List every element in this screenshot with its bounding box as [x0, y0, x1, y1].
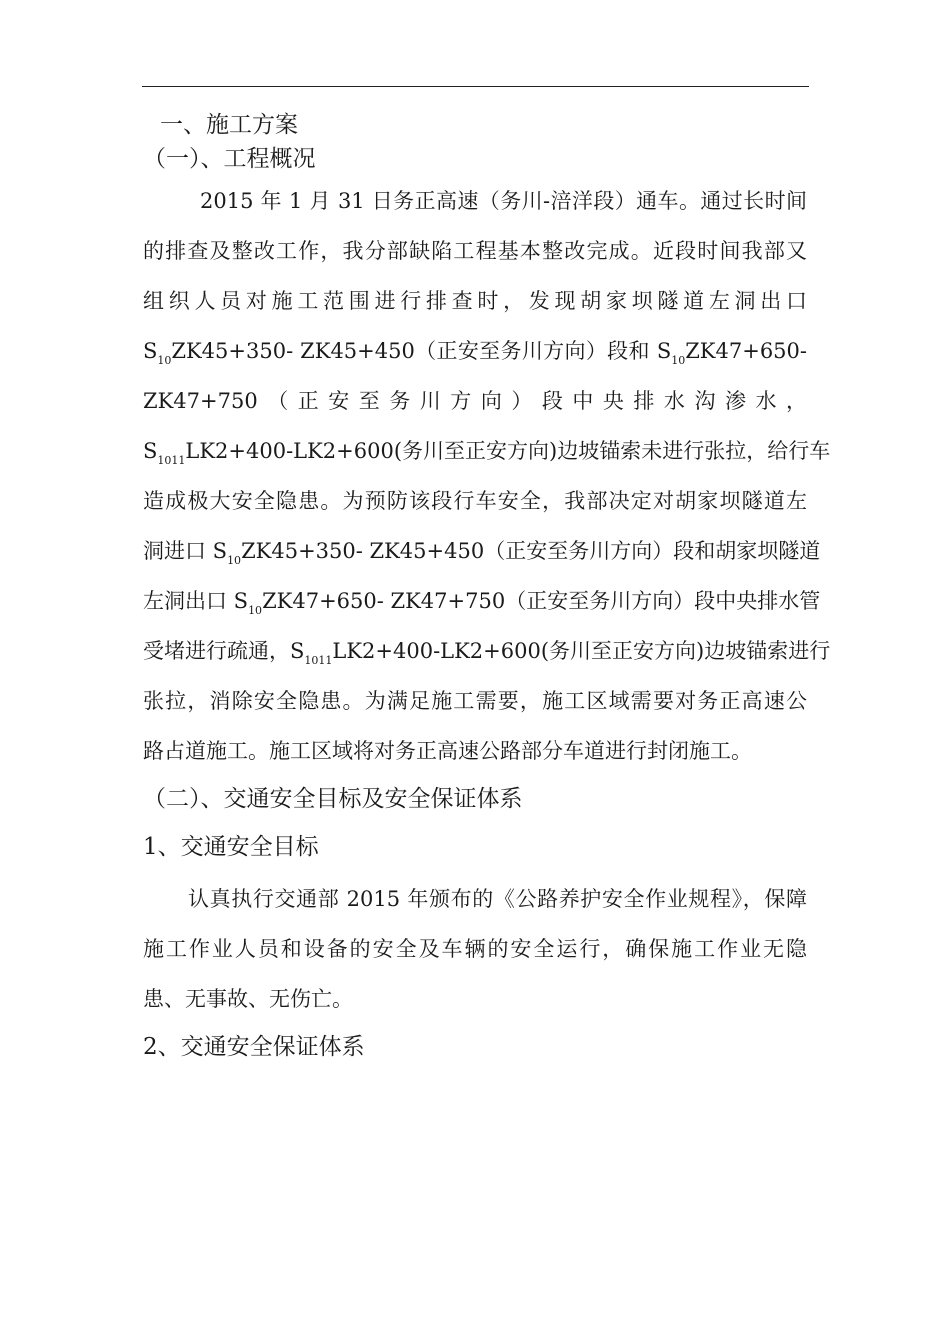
text-line: 受堵进行疏通，$S_{1011}LK2+400-LK2+600$(务川至正安方向)边坡锚索进行	[143, 639, 831, 667]
text-line: 的排查及整改工作，我分部缺陷工程基本整改完成。近段时间我部又	[143, 239, 807, 263]
header-rule	[142, 86, 809, 87]
text-line: 造成极大安全隐患。为预防该段行车安全，我部决定对胡家坝隧道左	[143, 489, 807, 513]
text-line: ZK47+750（正安至务川方向）段中央排水沟渗水，	[143, 389, 807, 413]
subsection-title-overview: （一）、工程概况	[143, 146, 316, 172]
text-line: 认真执行交通部 2015 年颁布的《公路养护安全作业规程》，保障	[188, 887, 807, 911]
text-line: 患、无事故、无伤亡。	[143, 987, 353, 1011]
subsection-title-safety: （二）、交通安全目标及安全保证体系	[143, 786, 523, 812]
text-line: 施工作业人员和设备的安全及车辆的安全运行，确保施工作业无隐	[143, 937, 807, 961]
item-title-target: 1、交通安全目标	[143, 834, 319, 860]
text-line: $S_{10}ZK45+350-$ ZK45+450（正安至务川方向）段和 $S_{10}ZK47+650-$	[143, 339, 807, 367]
text-line: 组织人员对施工范围进行排查时，发现胡家坝隧道左洞出口	[143, 289, 807, 313]
text-line: 左洞出口 $S_{10}ZK47+650-$ ZK47+750（正安至务川方向）段中央排水管	[143, 589, 821, 617]
text-line: 路占道施工。施工区域将对务正高速公路部分车道进行封闭施工。	[143, 739, 752, 763]
text-line: 2015 年 1 月 31 日务正高速（务川-涪洋段）通车。通过长时间	[200, 189, 807, 213]
text-line: 张拉，消除安全隐患。为满足施工需要，施工区域需要对务正高速公	[143, 689, 807, 713]
item-title-guarantee: 2、交通安全保证体系	[143, 1034, 365, 1060]
text-line: 洞进口 $S_{10}ZK45+350-$ ZK45+450（正安至务川方向）段和胡家坝隧道	[143, 539, 821, 567]
section-title: 一、施工方案	[160, 112, 298, 138]
text-line: $S_{1011}LK2+400-LK2+600$(务川至正安方向)边坡锚索未进行张拉，给行车	[143, 439, 831, 467]
